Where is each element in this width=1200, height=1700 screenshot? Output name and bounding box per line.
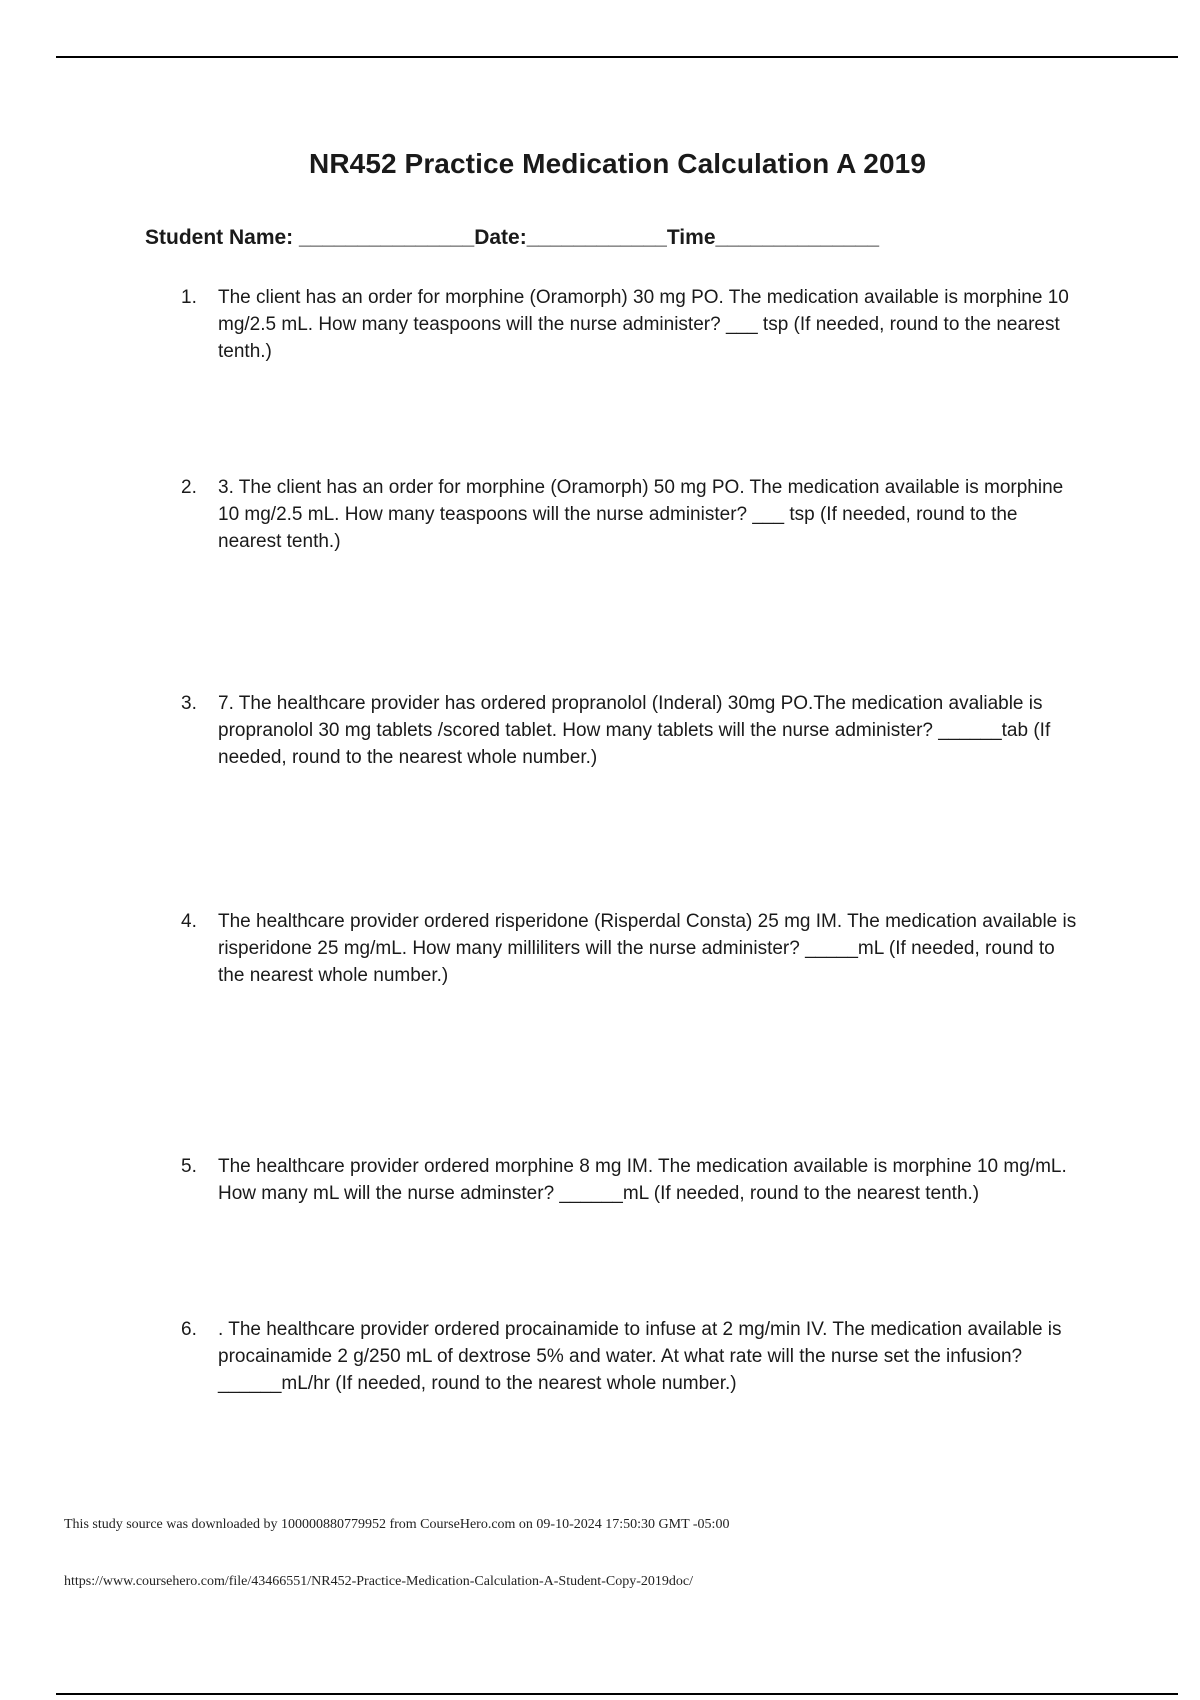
question-number: 6. bbox=[181, 1319, 197, 1340]
bottom-rule bbox=[56, 1693, 1178, 1695]
question-number: 3. bbox=[181, 693, 197, 714]
question-text: 7. The healthcare provider has ordered propranolol (Inderal) 30mg PO.The medication avaliable is propranolol 30 mg tablets /scored tablet. How many tablets will the nurse administer? ______tab (If needed, round to the nearest whole number.) bbox=[218, 693, 1051, 768]
question-number: 4. bbox=[181, 911, 197, 932]
source-url: https://www.coursehero.com/file/43466551/NR452-Practice-Medication-Calculation-A-Student-Copy-2019doc/ bbox=[64, 1574, 693, 1589]
question-number: 2. bbox=[181, 477, 197, 498]
download-notice: This study source was downloaded by 100000880779952 from CourseHero.com on 09-10-2024 17:50:30 GMT -05:00 bbox=[64, 1517, 730, 1532]
question-text: The healthcare provider ordered risperidone (Risperdal Consta) 25 mg IM. The medication available is risperidone 25 mg/mL. How many milliliters will the nurse administer? _____mL (If needed, round to the nearest whole number.) bbox=[218, 911, 1077, 986]
question-text: . The healthcare provider ordered procainamide to infuse at 2 mg/min IV. The medication available is procainamide 2 g/250 mL of dextrose 5% and water. At what rate will the nurse set the infusion? ______mL/hr (If needed, round to the nearest whole number.) bbox=[218, 1319, 1062, 1394]
top-rule bbox=[56, 56, 1178, 58]
question-text: 3. The client has an order for morphine (Oramorph) 50 mg PO. The medication available is morphine 10 mg/2.5 mL. How many teaspoons will the nurse administer? ___ tsp (If needed, round to the nearest tenth.) bbox=[218, 477, 1064, 552]
question-number: 1. bbox=[181, 287, 197, 308]
question-number: 5. bbox=[181, 1156, 197, 1177]
page-title: NR452 Practice Medication Calculation A 2019 bbox=[309, 148, 926, 179]
question-text: The healthcare provider ordered morphine 8 mg IM. The medication available is morphine 10 mg/mL. How many mL will the nurse adminster? ______mL (If needed, round to the nearest tenth.) bbox=[218, 1156, 1067, 1204]
student-info-line: Student Name: _______________Date:____________Time______________ bbox=[145, 226, 880, 249]
question-text: The client has an order for morphine (Oramorph) 30 mg PO. The medication available is morphine 10 mg/2.5 mL. How many teaspoons will the nurse administer? ___ tsp (If needed, round to the nearest tenth.) bbox=[218, 287, 1069, 362]
